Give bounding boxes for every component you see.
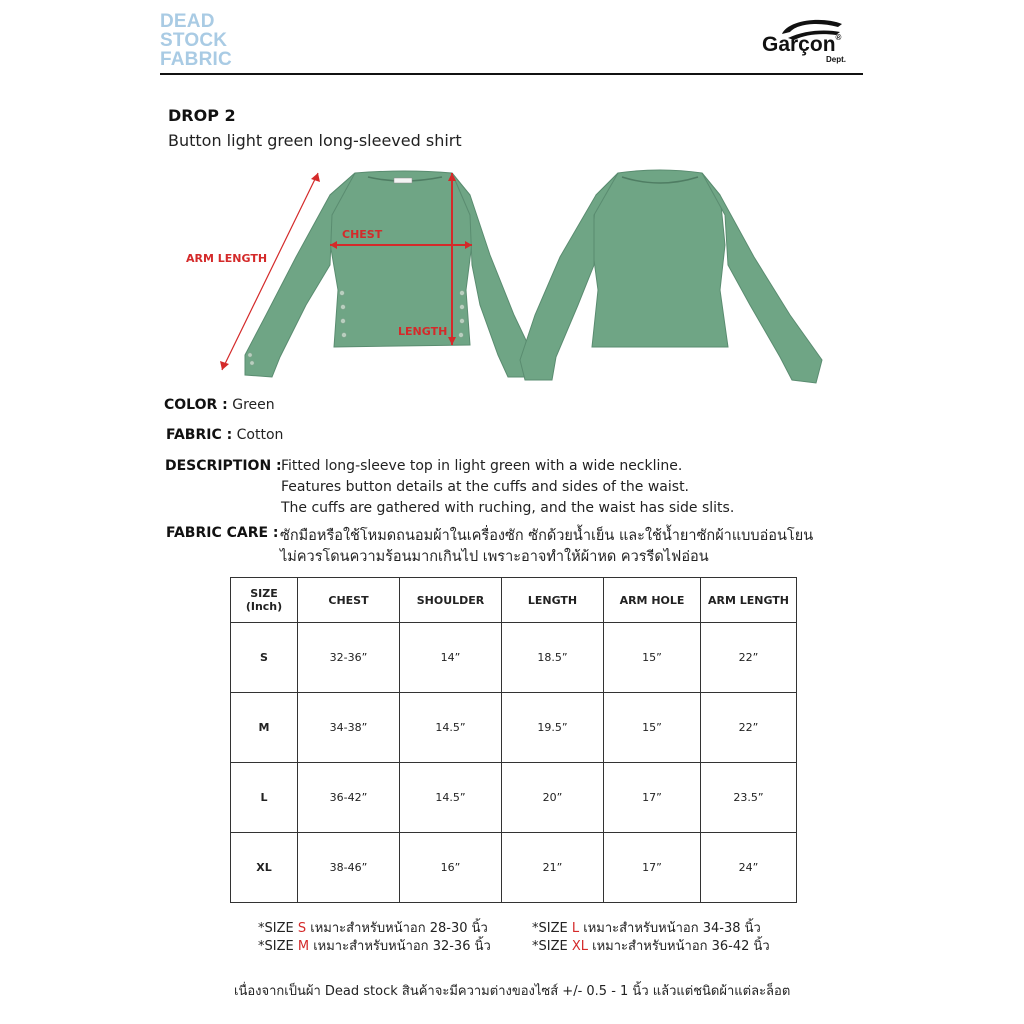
row-shoulder: 14.5”	[400, 763, 502, 833]
color-value: Green	[232, 397, 275, 413]
note-size: M	[297, 939, 310, 954]
arm-length-label: ARM LENGTH	[186, 252, 268, 265]
fabric-spec	[166, 427, 283, 443]
dead-stock-fabric-logo	[160, 12, 230, 69]
row-arm-hole: 15”	[604, 693, 701, 763]
row-size: M	[231, 693, 298, 763]
color-label: COLOR :	[164, 397, 228, 413]
size-chart-table	[230, 577, 797, 903]
row-length: 21”	[502, 833, 604, 903]
header-chest: CHEST	[298, 578, 400, 623]
description-label: DESCRIPTION :	[165, 458, 282, 474]
fabric-label: FABRIC :	[166, 427, 233, 443]
row-shoulder: 16”	[400, 833, 502, 903]
drop-title: DROP 2	[168, 106, 236, 125]
fabric-value: Cotton	[236, 427, 284, 443]
row-chest: 36-42”	[298, 763, 400, 833]
row-chest: 38-46”	[298, 833, 400, 903]
size-note-s: *SIZE S เหมาะสำหรับหน้าอก 28-30 นิ้ว	[258, 921, 488, 936]
logo-line-dead: DEAD	[160, 11, 215, 32]
length-label: LENGTH	[398, 325, 448, 338]
row-length: 19.5”	[502, 693, 604, 763]
registered-mark: ®	[835, 33, 842, 42]
size-unit: (Inch)	[245, 600, 283, 613]
row-arm-length: 23.5”	[701, 763, 797, 833]
row-arm-hole: 15”	[604, 623, 701, 693]
row-size: S	[231, 623, 298, 693]
row-length: 20”	[502, 763, 604, 833]
table-row	[231, 623, 797, 693]
logo-line-stock: STOCK	[160, 30, 228, 51]
shirt-front	[245, 171, 533, 377]
header-size: SIZE (Inch)	[231, 578, 298, 623]
row-size: L	[231, 763, 298, 833]
row-chest: 32-36”	[298, 623, 400, 693]
table-row	[231, 693, 797, 763]
description-label-wrap	[165, 458, 282, 474]
table-row	[231, 763, 797, 833]
care-line-2: ไม่ควรโดนความร้อนมากเกินไป เพราะอาจทำให้ผ้าหด ควรรีดไฟอ่อน	[280, 549, 709, 565]
garment-diagram	[180, 165, 840, 390]
header-arm-hole: ARM HOLE	[604, 578, 701, 623]
row-arm-hole: 17”	[604, 763, 701, 833]
header-arm-length: ARM LENGTH	[701, 578, 797, 623]
garcon-logo	[762, 18, 862, 66]
header-divider	[160, 73, 863, 75]
description-line-3: The cuffs are gathered with ruching, and the waist has side slits.	[281, 500, 735, 516]
care-label-wrap	[166, 525, 279, 541]
description-line-1: Fitted long-sleeve top in light green with a wide neckline.	[281, 458, 683, 474]
size-note-xl: *SIZE XL เหมาะสำหรับหน้าอก 36-42 นิ้ว	[532, 939, 770, 954]
row-chest: 34-38”	[298, 693, 400, 763]
footer-note: เนื่องจากเป็นผ้า Dead stock สินค้าจะมีความต่างของไซส์ +/- 0.5 - 1 นิ้ว แล้วแต่ชนิดผ้าแต่ละล็อต	[234, 984, 791, 999]
table-header-row	[231, 578, 797, 623]
row-shoulder: 14.5”	[400, 693, 502, 763]
row-arm-hole: 17”	[604, 833, 701, 903]
header-shoulder: SHOULDER	[400, 578, 502, 623]
care-label: FABRIC CARE :	[166, 525, 279, 541]
size-note-m: *SIZE M เหมาะสำหรับหน้าอก 32-36 นิ้ว	[258, 939, 491, 954]
description-line-2: Features button details at the cuffs and sides of the waist.	[281, 479, 690, 495]
row-arm-length: 24”	[701, 833, 797, 903]
garcon-wordmark: Garçon®	[762, 33, 842, 56]
row-length: 18.5”	[502, 623, 604, 693]
care-line-1: ซักมือหรือใช้โหมดถนอมผ้าในเครื่องซัก ซักด้วยน้ำเย็น และใช้น้ำยาซักผ้าแบบอ่อนโยน	[280, 528, 814, 544]
garcon-dept: Dept.	[826, 55, 846, 64]
row-shoulder: 14”	[400, 623, 502, 693]
header-length: LENGTH	[502, 578, 604, 623]
table-row	[231, 833, 797, 903]
chest-label: CHEST	[342, 228, 383, 241]
product-name: Button light green long-sleeved shirt	[168, 131, 462, 150]
note-size: S	[297, 921, 307, 936]
color-spec	[164, 397, 275, 413]
size-note-l: *SIZE L เหมาะสำหรับหน้าอก 34-38 นิ้ว	[532, 921, 761, 936]
row-arm-length: 22”	[701, 623, 797, 693]
neck-tag	[394, 178, 412, 183]
note-size: L	[571, 921, 580, 936]
logo-line-fabric: FABRIC	[160, 49, 232, 70]
note-size: XL	[571, 939, 589, 954]
row-size: XL	[231, 833, 298, 903]
shirt-back	[520, 170, 822, 383]
row-arm-length: 22”	[701, 693, 797, 763]
